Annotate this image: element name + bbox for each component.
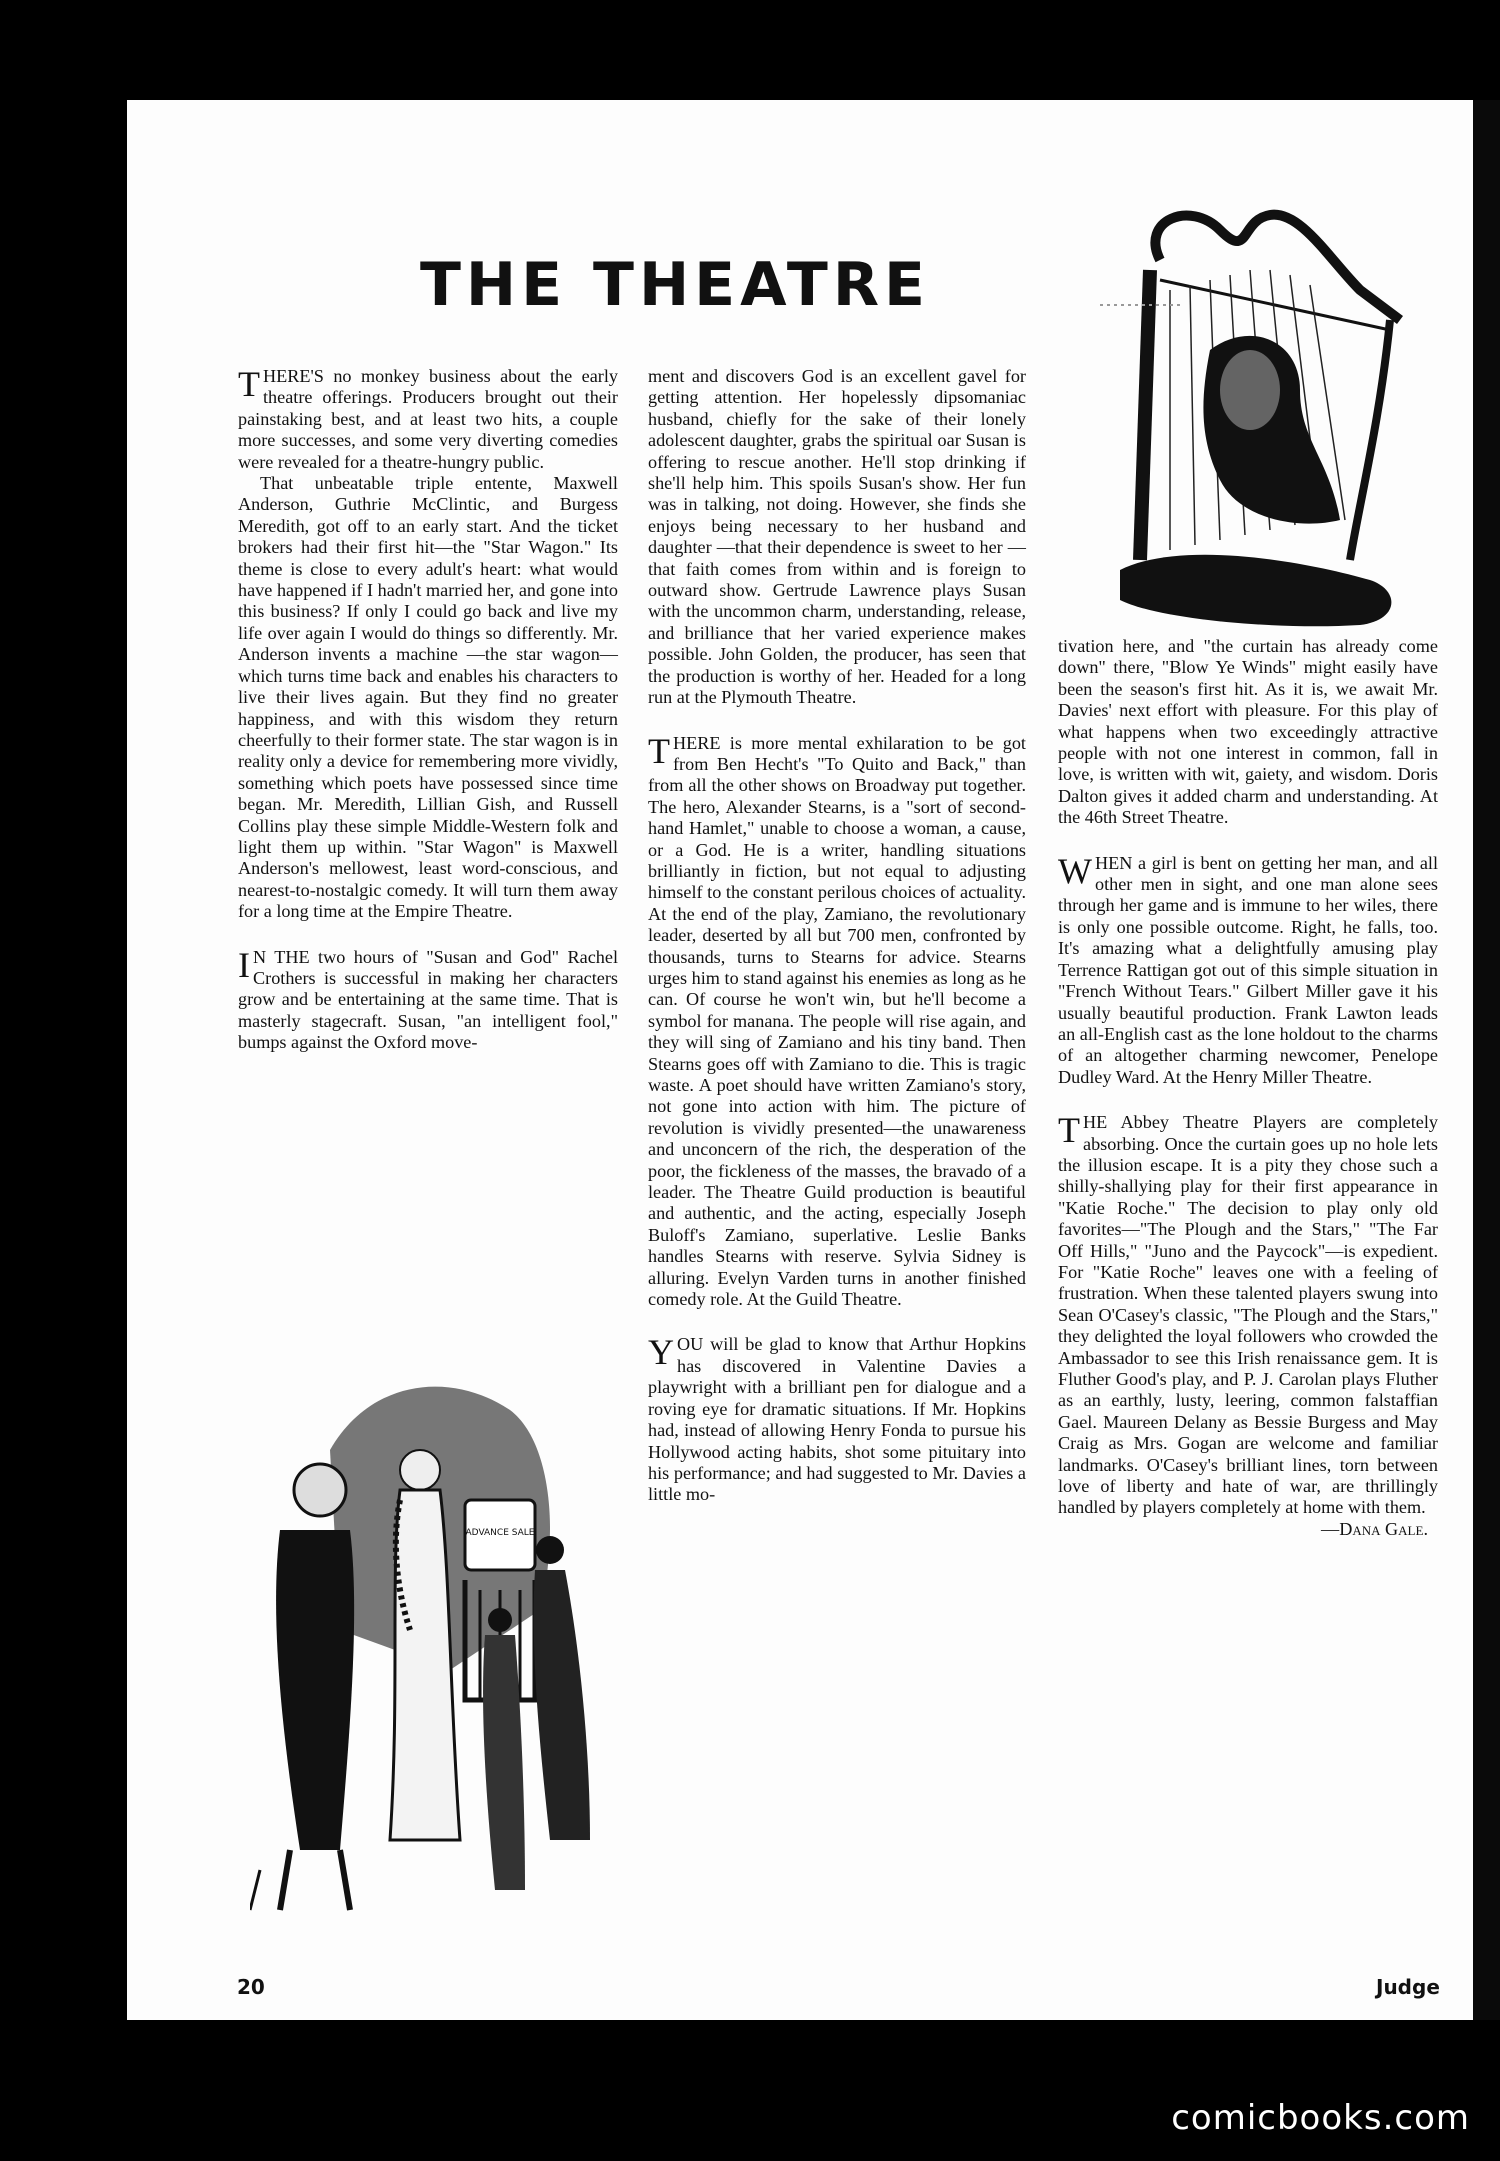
paragraph: N THE two hours of "Susan and God" Rachel Crothers is successful in making her characters grow and be entertaining at the same time. That is masterly stagecraft. Susan, "an intelligent fool," bumps against the Oxford move-: [238, 946, 618, 1053]
paragraph: That unbeatable triple entente, Maxwell Anderson, Guthrie McClintic, and Burgess Meredith, got off to an early start. And the ticket brokers had their first hit—the "Star Wagon." Its theme is close to every adult's heart: what would have happened if I hadn't married her, and gone into this business? If only I could go back and live my life over again I would do things so differently. Mr. Anderson invents a machine —the star wagon—which turns time back and enables his characters to live their lives again. But they find no greater happiness, and with this wisdom they return cheerfully to their former state. The star wagon is in reality only a device for remembering more vividly, something which poets have possessed since time began. Mr. Meredith, Lillian Gish, and Russell Collins play these simple Middle-Western folk and light them up within. "Star Wagon" is Maxwell Anderson's mellowest, least word-conscious, and nearest-to-nostalgic comedy. It will turn them away for a long time at the Empire Theatre.: [238, 473, 618, 922]
advance-sale-sign: ADVANCE SALE: [465, 1528, 535, 1538]
page-number: 20: [237, 1975, 265, 1999]
site-watermark: comicbooks.com: [1171, 2098, 1470, 2138]
drop-cap: T: [648, 730, 670, 771]
paragraph: tivation here, and "the curtain has already come down" there, "Blow Ye Winds" might easily have been the season's first hit. As it is, we await Mr. Davies' next effort with pleasure. For this play of what happens when two exceedingly attractive people with not one interest in common, fall in love, is written with wit, gaiety, and wisdom. Doris Dalton gives it added charm and understanding. At the 46th Street Theatre.: [1058, 636, 1438, 828]
paragraph: HEN a girl is bent on getting her man, and all other men in sight, and one man alone sees through her game and is immune to her wiles, there is only one possible outcome. Right, he falls, too. It's amazing what a delightfully amusing play Terrence Rattigan got out of this simple situation in "French Without Tears." Gilbert Miller gave it his usually beautiful production. Frank Lawton leads an all-English cast as the lone holdout to the charms of an altogether charming newcomer, Penelope Dudley Ward. At the Henry Miller Theatre.: [1058, 852, 1438, 1087]
article-column-1: [238, 366, 618, 1054]
drop-cap: I: [238, 944, 250, 985]
paragraph: OU will be glad to know that Arthur Hopkins has discovered in Valentine Davies a playwright with a brilliant pen for dialogue and a roving eye for dramatic situations. If Mr. Hopkins had, instead of allowing Henry Fonda to pursue his Hollywood acting habits, shot some pituitary into his performance; and had suggested to Mr. Davies a little mo-: [648, 1334, 1026, 1505]
paragraph: ment and discovers God is an excellent gavel for getting attention. Her hopelessly dipsomaniac husband, chiefly for the sake of their lonely adolescent daughter, grabs the spiritual oar Susan is offering to rescue another. He'll stop drinking if she'll help him. This spoils Susan's show. Her fun was in talking, not doing. However, she finds she enjoys being necessary to her husband and daughter —that their dependence is sweet to her —that faith comes from within and is foreign to outward show. Gertrude Lawrence plays Susan with the uncommon charm, understanding, release, and brilliance that her varied experience makes possible. John Golden, the producer, has seen that the production is worthy of her. Headed for a long run at the Plymouth Theatre.: [648, 366, 1026, 708]
adjacent-page-edge: [1473, 100, 1500, 2020]
crowd-illustration: [250, 1370, 630, 1930]
drop-cap: Y: [648, 1332, 674, 1373]
author-signature: —Dana Gale.: [1321, 1518, 1428, 1539]
harp-illustration: [1100, 200, 1430, 640]
paragraph: HERE is more mental exhilaration to be got from Ben Hecht's "To Quito and Back," than from all the other shows on Broadway put together. The hero, Alexander Stearns, is a "sort of second-hand Hamlet," unable to choose a woman, a cause, or a God. He is a writer, handling situations brilliantly in fiction, but not equal to adjusting himself to the constant perilous choices of actuality. At the end of the play, Zamiano, the revolutionary leader, deserted by all but 700 men, confronted by thousands, turns to Stearns for advice. Stearns urges him to stand against his enemies as long as he can. Of course he won't win, but he'll become a symbol for manana. The people will rise again, and they will sing of Zamiano and his tiny band. Then Stearns goes off with Zamiano to die. This is tragic waste. A poet should have written Zamiano's story, not gone into action with him. The picture of revolution is vividly presented—the unawareness and unconcern of the rich, the desperation of the poor, the fickleness of the masses, the bravado of a leader. The Theatre Guild production is beautiful and authentic, and the acting, especially Joseph Buloff's Zamiano, superlative. Leslie Banks handles Stearns with reserve. Sylvia Sidney is alluring. Evelyn Varden turns in another finished comedy role. At the Guild Theatre.: [648, 732, 1026, 1310]
drop-cap: W: [1058, 850, 1092, 891]
article-column-2: [648, 366, 1026, 1506]
drop-cap: T: [238, 364, 260, 404]
page-title: THE THEATRE: [420, 250, 931, 320]
article-column-3: [1058, 636, 1438, 1540]
drop-cap: T: [1058, 1110, 1080, 1151]
paragraph: HE Abbey Theatre Players are completely absorbing. Once the curtain goes up no hole lets the illusion escape. It is a pity they chose such a shilly-shallying play for their first appearance in "Katie Roche." The decision to play only old favorites—"The Plough and the Stars," "The Far Off Hills," "Juno and the Paycock"—is expedient. For "Katie Roche" leaves one with a feeling of frustration. When these talented players swung into Sean O'Casey's classic, "The Plough and the Stars," they delighted the loyal followers who crowded the Ambassador to see this Irish renaissance gem. It is Fluther Good's play, and P. J. Carolan plays Fluther as an earthly, lusty, leering, common falstaffian Gael. Maureen Delany as Bessie Burgess and May Craig as Mrs. Gogan are welcome and familiar landmarks. O'Casey's brilliant lines, torn between love of liberty and hate of war, are thrillingly handled by players completely at home with them.: [1058, 1112, 1438, 1518]
paragraph: HERE'S no monkey business about the early theatre offerings. Producers brought out their painstaking best, and at least two hits, a couple more successes, and some very diverting comedies were revealed for a theatre-hungry public.: [238, 366, 618, 472]
magazine-name: Judge: [1376, 1975, 1440, 1999]
